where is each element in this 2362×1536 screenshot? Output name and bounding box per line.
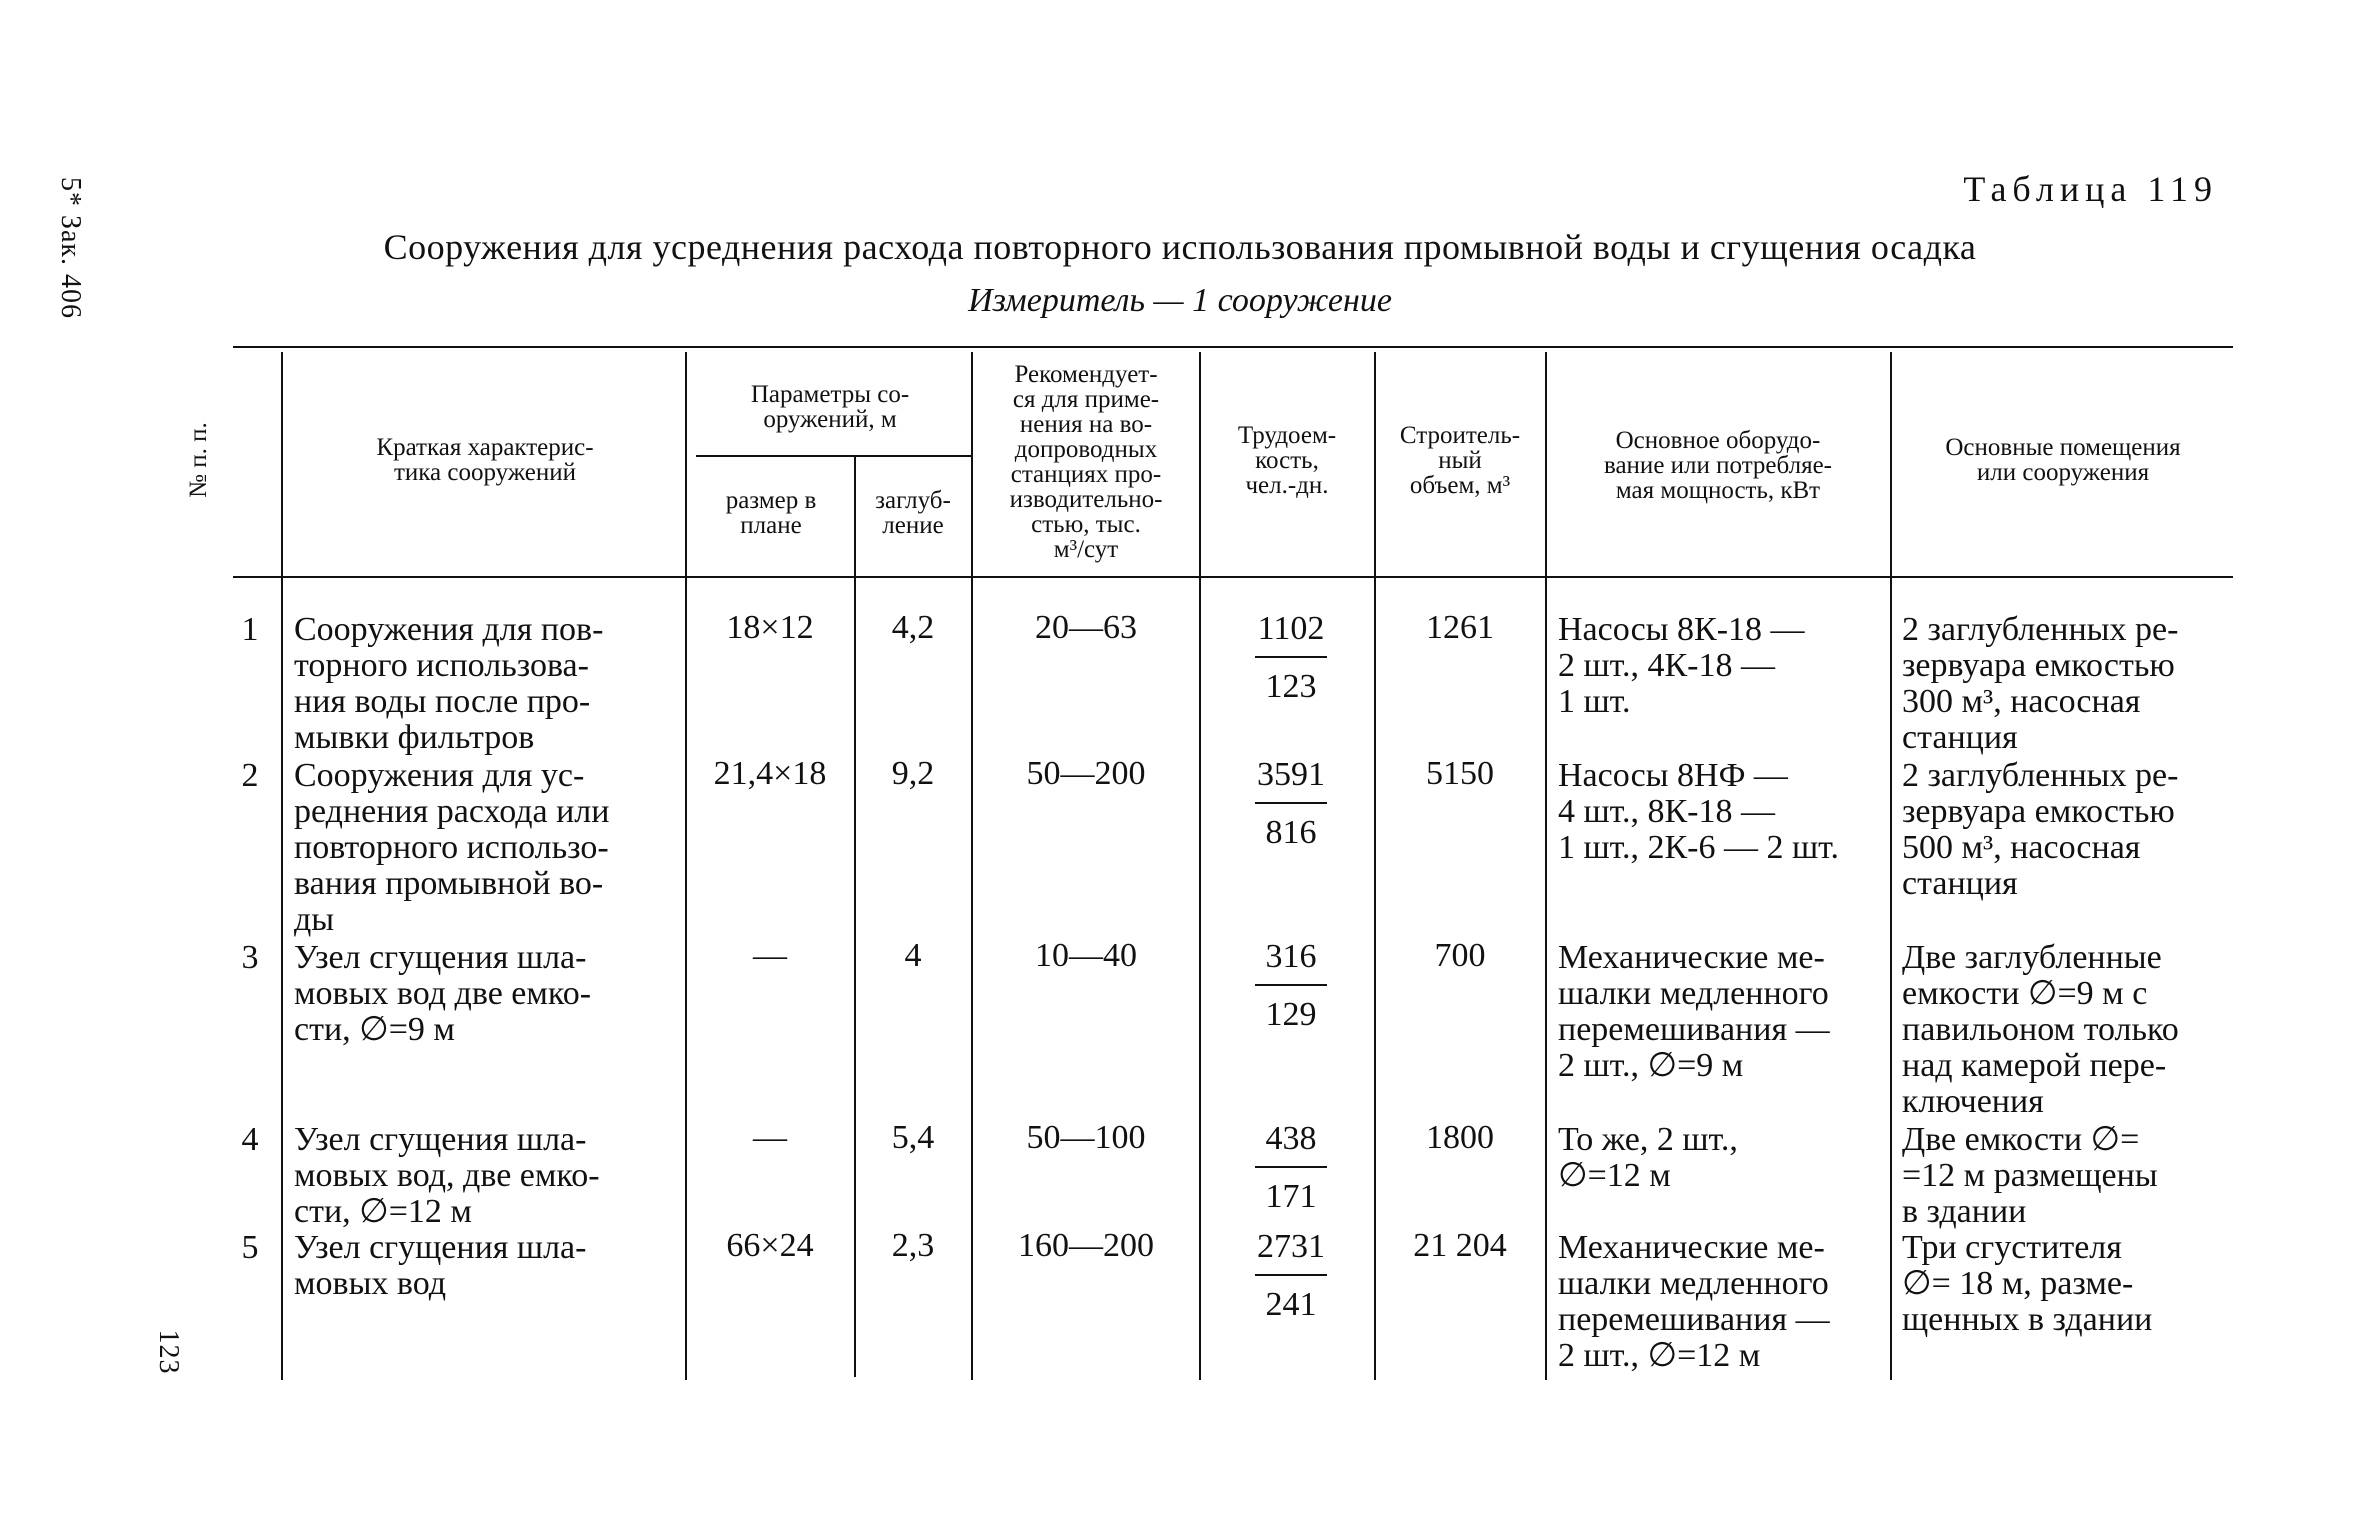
row-4-premises: Две емкости ∅= =12 м размещены в здании [1902, 1121, 2158, 1230]
row-1-depth: 4,2 [891, 609, 935, 646]
header-labor: Трудоем- кость, чел.-дн. [1237, 421, 1337, 499]
header-bottom-rule [233, 576, 2233, 578]
page-number: 123 [153, 1329, 184, 1375]
header-premises: Основные помещения или сооружения [1945, 434, 2181, 486]
row-5-equipment: Механические ме- шалки медленного перемешивания — 2 шт., ∅=12 м [1558, 1229, 1830, 1374]
row-4-depth: 5,4 [891, 1119, 935, 1156]
col-divider [281, 352, 283, 1380]
row-4-labor-top: 438 [1265, 1120, 1317, 1157]
fraction-bar [1255, 656, 1327, 658]
header-depth: заглуб- ление [875, 487, 951, 539]
row-3-depth: 4 [904, 937, 922, 974]
row-3-premises: Две заглубленные емкости ∅=9 м с павильоном только над камерой пере- ключения [1902, 939, 2179, 1120]
row-5-recommended: 160—200 [1018, 1227, 1154, 1264]
row-2-size: 21,4×18 [713, 755, 827, 792]
row-2-labor-top: 3591 [1257, 756, 1325, 793]
header-number: № п. п. [185, 422, 212, 498]
header-params: Параметры со- оружений, м [750, 381, 910, 433]
fraction-bar [1255, 1274, 1327, 1276]
row-4-volume: 1800 [1426, 1119, 1494, 1156]
table-top-rule [233, 346, 2233, 348]
params-sub-rule [696, 455, 972, 457]
col-divider [1199, 352, 1201, 1380]
row-4-labor-bottom: 171 [1265, 1178, 1317, 1215]
row-3-labor [1249, 940, 1333, 1032]
row-2-number: 2 [241, 757, 259, 794]
row-3-recommended: 10—40 [1035, 937, 1137, 974]
row-4-size: — [753, 1119, 787, 1156]
row-5-labor-top: 2731 [1257, 1228, 1325, 1265]
row-1-labor [1249, 612, 1333, 704]
row-2-recommended: 50—200 [1026, 755, 1146, 792]
col-divider [971, 352, 973, 1380]
row-5-description: Узел сгущения шла- мовых вод [294, 1229, 587, 1302]
row-3-number: 3 [241, 939, 259, 976]
row-3-description: Узел сгущения шла- мовых вод две емко- сти, ∅=9 м [294, 939, 592, 1048]
row-3-labor-top: 316 [1265, 938, 1317, 975]
row-5-volume: 21 204 [1413, 1227, 1507, 1264]
row-5-labor-bottom: 241 [1265, 1286, 1317, 1323]
col-divider [854, 457, 856, 1377]
row-1-description: Сооружения для пов- торного использова- ния воды после про- мывки фильтров [294, 611, 604, 756]
row-1-volume: 1261 [1426, 609, 1494, 646]
row-5-size: 66×24 [726, 1227, 814, 1264]
fraction-bar [1255, 984, 1327, 986]
row-1-size: 18×12 [726, 609, 814, 646]
row-3-volume: 700 [1434, 937, 1486, 974]
table-unit: Измеритель — 1 сооружение [968, 282, 1392, 319]
row-2-labor [1249, 758, 1333, 850]
row-4-description: Узел сгущения шла- мовых вод, две емко- сти, ∅=12 м [294, 1121, 600, 1230]
row-3-size: — [753, 937, 787, 974]
row-2-volume: 5150 [1426, 755, 1494, 792]
row-2-depth: 9,2 [891, 755, 935, 792]
fraction-bar [1255, 1166, 1327, 1168]
order-number: 5* Зак. 406 [55, 176, 86, 320]
row-1-premises: 2 заглубленных ре- зервуара емкостью 300 м³, насосная станция [1902, 611, 2179, 756]
table-title: Сооружения для усреднения расхода повторного использования промывной воды и сгущения осадка [383, 227, 1977, 267]
header-recommended: Рекомендует- ся для приме- нения на во- допроводных станциях про- изводительно- стью, тыс. м³/сут [1009, 361, 1163, 563]
row-4-equipment: То же, 2 шт., ∅=12 м [1558, 1121, 1738, 1194]
fraction-bar [1255, 802, 1327, 804]
row-2-labor-bottom: 816 [1265, 814, 1317, 851]
header-description: Краткая характерис- тика сооружений [376, 434, 594, 486]
row-5-premises: Три сгустителя ∅= 18 м, разме- щенных в здании [1902, 1229, 2153, 1338]
row-4-labor [1249, 1122, 1333, 1214]
row-2-equipment: Насосы 8НФ — 4 шт., 8К-18 — 1 шт., 2К-6 — 2 шт. [1558, 757, 1839, 866]
col-divider [685, 352, 687, 1380]
header-size: размер в плане [725, 487, 817, 539]
table-number: Таблица 119 [1963, 169, 2218, 209]
row-3-labor-bottom: 129 [1265, 996, 1317, 1033]
row-1-labor-bottom: 123 [1265, 668, 1317, 705]
row-5-number: 5 [241, 1229, 259, 1266]
row-2-description: Сооружения для ус- реднения расхода или повторного использо- вания промывной во- ды [294, 757, 610, 938]
col-divider [1890, 352, 1892, 1380]
header-equipment: Основное оборудо- вание или потребляе- мая мощность, кВт [1603, 426, 1833, 504]
header-volume: Строитель- ный объем, м³ [1399, 421, 1521, 499]
row-1-equipment: Насосы 8К-18 — 2 шт., 4К-18 — 1 шт. [1558, 611, 1805, 720]
col-divider [1545, 352, 1547, 1380]
row-5-depth: 2,3 [891, 1227, 935, 1264]
row-3-equipment: Механические ме- шалки медленного перемешивания — 2 шт., ∅=9 м [1558, 939, 1830, 1084]
row-1-number: 1 [241, 611, 259, 648]
row-5-labor [1249, 1230, 1333, 1322]
row-4-recommended: 50—100 [1026, 1119, 1146, 1156]
row-1-recommended: 20—63 [1035, 609, 1137, 646]
row-1-labor-top: 1102 [1257, 610, 1325, 647]
row-4-number: 4 [241, 1121, 259, 1158]
row-2-premises: 2 заглубленных ре- зервуара емкостью 500 м³, насосная станция [1902, 757, 2179, 902]
